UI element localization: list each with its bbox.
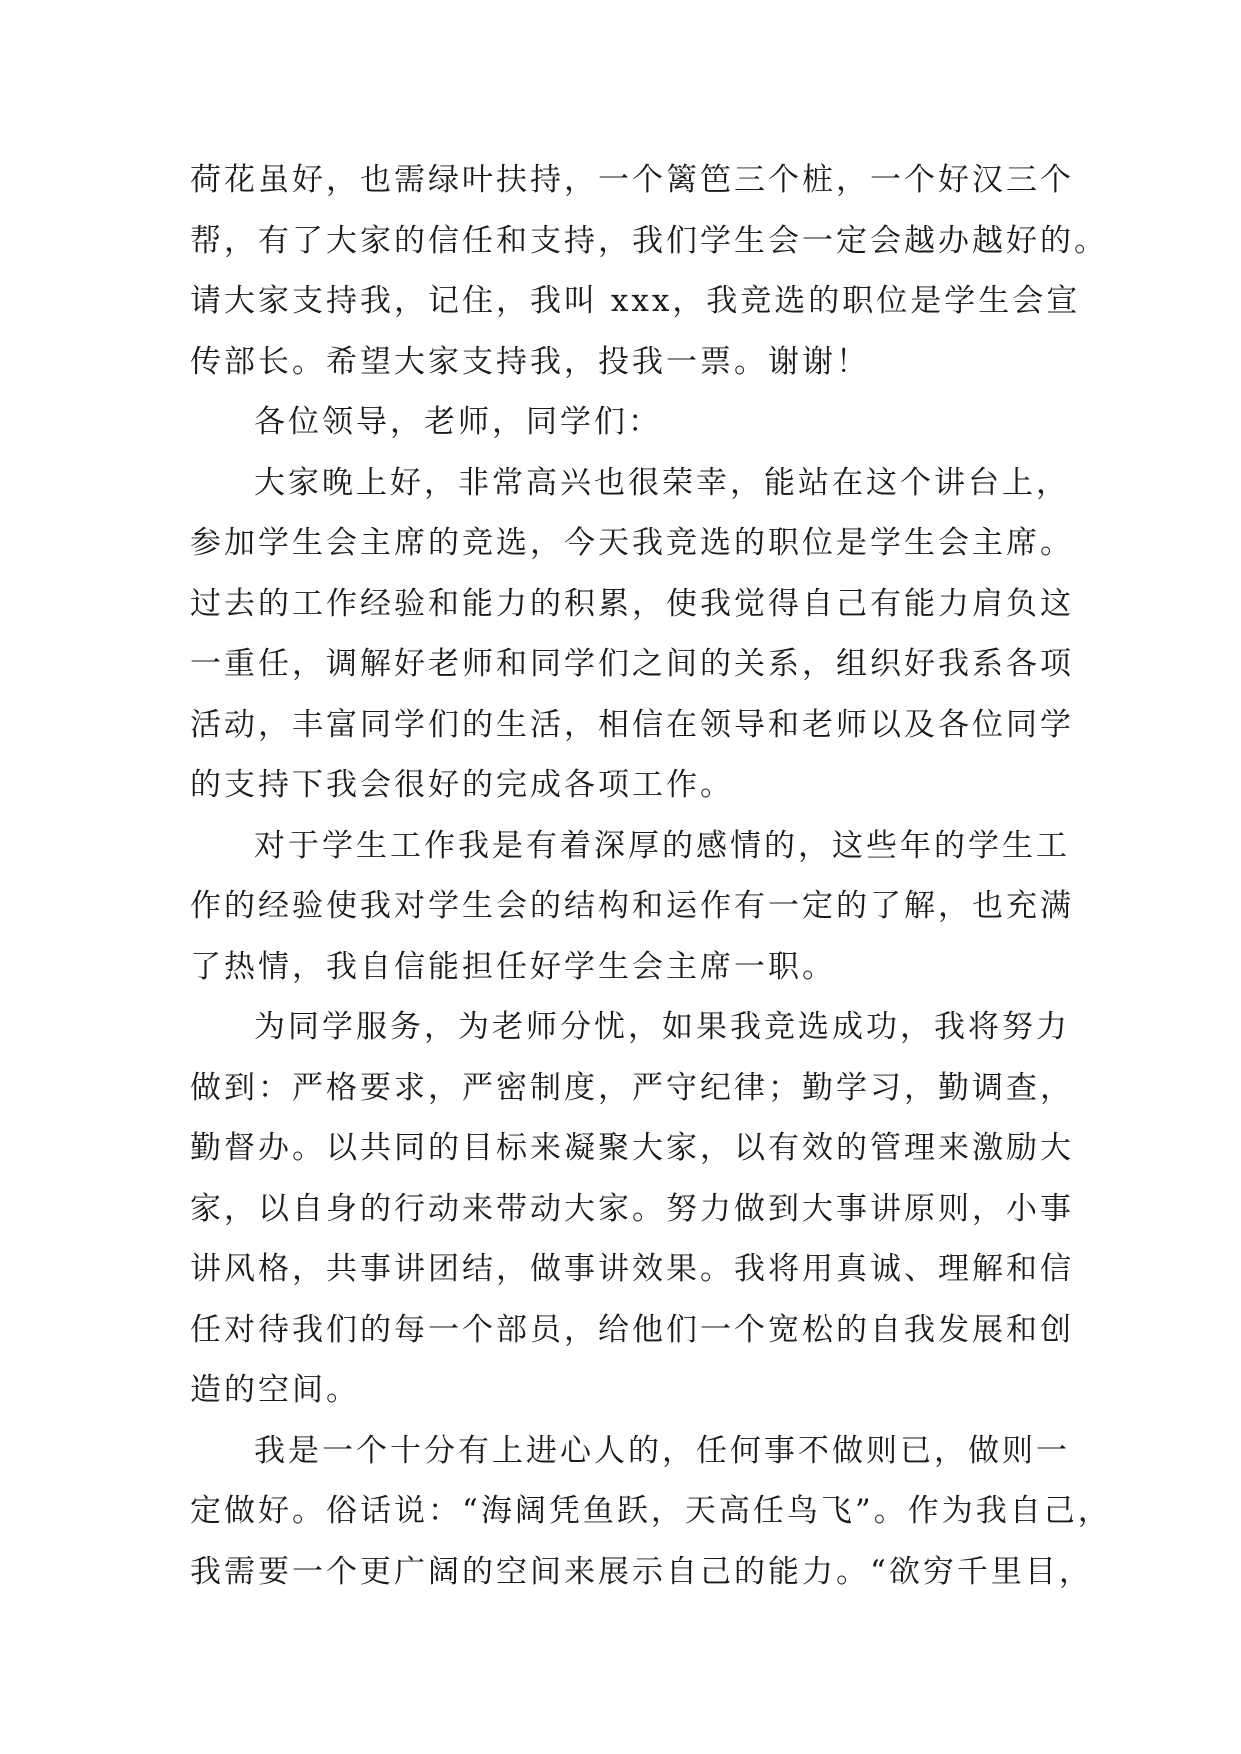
- document-body: [190, 150, 1112, 1602]
- text-line: 做到：严格要求，严密制度，严守纪律；勤学习，勤调查，: [190, 1069, 1074, 1106]
- text-line: 任对待我们的每一个部员，给他们一个宽松的自我发展和创: [190, 1311, 1074, 1348]
- text-line: 活动，丰富同学们的生活，相信在领导和老师以及各位同学: [190, 706, 1074, 743]
- paragraph-start-line: 对于学生工作我是有着深厚的感情的，这些年的学生工: [254, 827, 1070, 864]
- text-line: 作的经验使我对学生会的结构和运作有一定的了解，也充满: [190, 888, 1074, 924]
- text-line: 参加学生会主席的竞选，今天我竞选的职位是学生会主席。: [190, 525, 1074, 561]
- text-line: 我需要一个更广阔的空间来展示自己的能力。“欲穷千里目，: [190, 1553, 1093, 1590]
- text-line: 讲风格，共事讲团结，做事讲效果。我将用真诚、理解和信: [190, 1251, 1074, 1287]
- text-line: 一重任，调解好老师和同学们之间的关系，组织好我系各项: [190, 646, 1074, 682]
- paragraph-start-line: 为同学服务，为老师分忧，如果我竞选成功，我将努力: [254, 1009, 1070, 1045]
- text-line: 造的空间。: [190, 1372, 360, 1408]
- salutation-line: 各位领导，老师，同学们：: [254, 404, 662, 440]
- text-line: 帮，有了大家的信任和支持，我们学生会一定会越办越好的。: [190, 222, 1108, 259]
- text-line: 请大家支持我，记住，我叫 xxx，我竞选的职位是学生会宣: [190, 283, 1081, 319]
- text-line: 家，以自身的行动来带动大家。努力做到大事讲原则，小事: [190, 1190, 1074, 1227]
- text-line: 的支持下我会很好的完成各项工作。: [190, 767, 734, 803]
- text-line: 荷花虽好，也需绿叶扶持，一个篱笆三个桩，一个好汉三个: [190, 162, 1074, 198]
- text-line: 勤督办。以共同的目标来凝聚大家，以有效的管理来激励大: [190, 1130, 1074, 1166]
- paragraph-start-line: 我是一个十分有上进心人的，任何事不做则已，做则一: [254, 1432, 1070, 1469]
- text-line: 定做好。俗话说：“海阔凭鱼跃，天高任鸟飞”。作为我自己，: [190, 1493, 1112, 1529]
- paragraph-start-line: 大家晚上好，非常高兴也很荣幸，能站在这个讲台上，: [254, 464, 1070, 501]
- text-line: 过去的工作经验和能力的积累，使我觉得自己有能力肩负这: [190, 585, 1074, 622]
- text-line: 了热情，我自信能担任好学生会主席一职。: [190, 948, 836, 985]
- text-line: 传部长。希望大家支持我，投我一票。谢谢！: [190, 343, 870, 380]
